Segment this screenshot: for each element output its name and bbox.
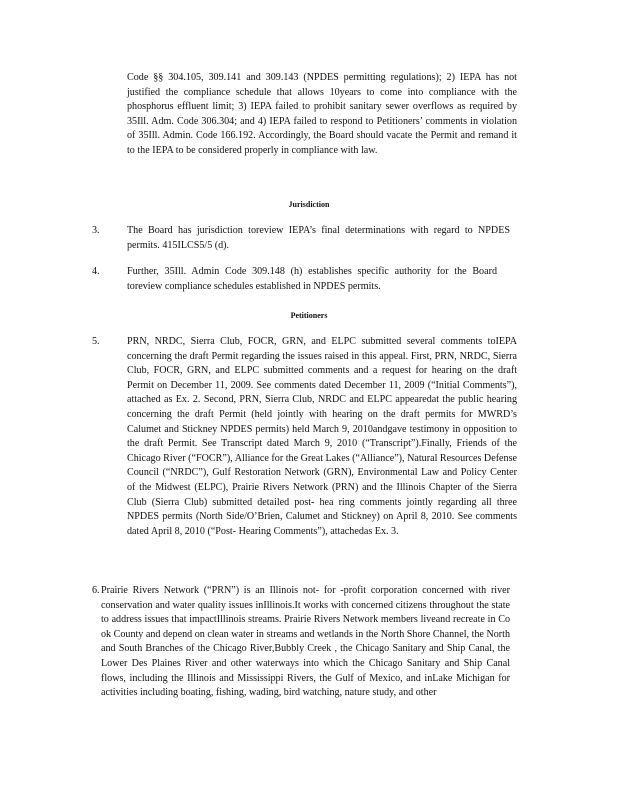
section-heading-petitioners: Petitioners [290,311,328,320]
intro-paragraph: Code §§ 304.105, 309.141 and 309.143 (NPDES permitting regulations); 2) IEPA has not justified the compliance schedule that allows 10years to come into compliance with the phosphorus effluent limit; 3) IEPA failed to prohibit sanitary sewer overflows as required by 35Ill. Adm. Code 306.304; and 4) IEPA failed to respond to Petitioners’ comments in violation of 35Ill. Admin. Code 166.192. Accordingly, the Board should vacate the Permit and remand it to the IEPA to be considered properly in compliance with law. [127,72,517,156]
item-6-text: Prairie Rivers Network (“PRN”) is an Illinois not- for -profit corporation concerned with river conservation and water quality issues inIllinois.It works with concerned citizens throughout the state to address issues that impactIllinois streams. Prairie Rivers Network members liveand recreate in Co ok County and depend on clean water in streams and wetlands in the North Shore Channel, the North and South Branches of the Chicago River,Bubbly Creek , the Chicago Sanitary and Ship Canal, the Lower Des Plaines River and other waterways into which the Chicago Sanitary and Ship Canal flows, including the Illinois and Mississippi Rivers, the Gulf of Mexico, and inLake Michigan for activities including boating, fishing, wading, bird watching, nature study, and other [101,585,510,699]
item-5-text: PRN, NRDC, Sierra Club, FOCR, GRN, and ELPC submitted several comments toIEPA concerning the draft Permit regarding the issues raised in this appeal. First, PRN, NRDC, Sierra Club, FOCR, GRN, and ELPC submitted comments and a request for hearing on the draft Permit on December 11, 2009. See comments dated December 11, 2009 (“Initial Comments”), attached as Ex. 2. Second, PRN, Sierra Club, NRDC and ELPC appearedat the public hearing concerning the draft Permit (held jointly with hearing on the draft permits for MWRD’s Calumet and Stickney NPDES permits) held March 9, 2010andgave testimony in opposition to the draft Permit. See Transcript dated March 9, 2010 (“Transcript”).Finally, Friends of the Chicago River (“FOCR”), Alliance for the Great Lakes (“Alliance”), Natural Resources Defense Council (“NRDC”), Gulf Restoration Network (GRN), Environmental Law and Policy Center of the Midwest (ELPC), Prairie Rivers Network (PRN) and the Illinois Chapter of the Sierra Club (Sierra Club) submitted detailed post- hea ring comments jointly regarding all three NPDES permits (North Side/O’Brien, Calumet and Stickney) on April 8, 2010. See comments dated April 8, 2010 (“Post- Hearing Comments”), attachedas Ex. 3. [127,336,517,537]
item-5-number: 5. [92,336,100,347]
item-3-text: The Board has jurisdiction toreview IEPA’s final determinations with regard to NPDES permits. 415ILCS5/5 (d). [127,225,510,251]
item-3-number: 3. [92,225,100,236]
item-6-number: 6. [92,585,100,596]
item-4-text: Further, 35Ill. Admin Code 309.148 (h) establishes specific authority for the Board toreview compliance schedules established in NPDES permits. [127,266,497,292]
item-4-number: 4. [92,266,100,277]
section-heading-jurisdiction: Jurisdiction [288,200,330,209]
